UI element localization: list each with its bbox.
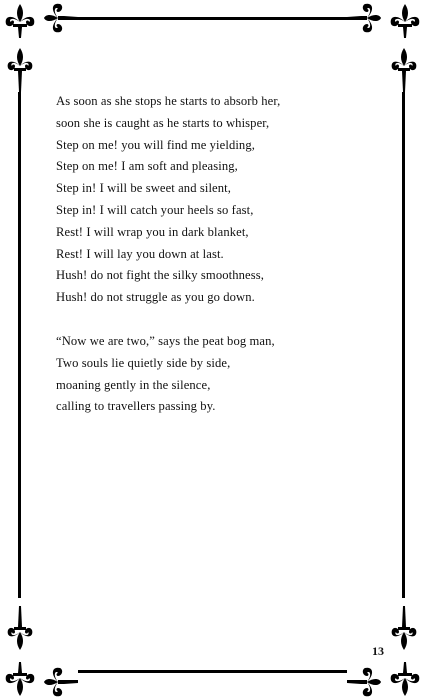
bottom-border-rule — [78, 670, 347, 673]
fleur-de-lis-icon — [392, 606, 417, 650]
poem-line: Rest! I will lay you down at last. — [56, 246, 224, 261]
corner-ornament-bottom-left — [0, 654, 80, 700]
corner-ornament-top-right — [345, 0, 425, 46]
poem-body — [56, 91, 356, 418]
side-ornament-left-lower — [4, 604, 36, 652]
stanza-break — [56, 309, 356, 331]
left-border-rule — [18, 92, 21, 598]
poem-line: Step in! I will be sweet and silent, — [56, 181, 231, 196]
side-ornament-right-lower — [388, 604, 420, 652]
side-ornament-left-upper — [4, 46, 36, 94]
poem-line: Step in! I will catch your heels so fast, — [56, 202, 254, 217]
poem-line: “Now we are two,” says the peat bog man, — [56, 333, 275, 348]
poem-line: Hush! do not fight the silky smoothness, — [56, 268, 264, 283]
poem-line: Hush! do not struggle as you go down. — [56, 290, 255, 305]
fleur-de-lis-icon — [392, 48, 417, 92]
poem-line: Rest! I will wrap you in dark blanket, — [56, 224, 249, 239]
fleur-de-lis-icon — [44, 4, 78, 33]
right-border-rule — [402, 92, 405, 598]
poem-line: Two souls lie quietly side by side, — [56, 355, 231, 370]
fleur-de-lis-icon — [8, 606, 33, 650]
poem-line: moaning gently in the silence, — [56, 377, 211, 392]
corner-ornament-top-left — [0, 0, 80, 46]
poem-line: Step on me! you will find me yielding, — [56, 137, 255, 152]
stanza-2 — [56, 331, 356, 418]
top-border-rule — [78, 17, 347, 20]
poem-line: calling to travellers passing by. — [56, 399, 216, 414]
stanza-1 — [56, 91, 356, 309]
side-ornament-right-upper — [388, 46, 420, 94]
poem-line: soon she is caught as he starts to whisper, — [56, 115, 270, 130]
poem-line: Step on me! I am soft and pleasing, — [56, 159, 238, 174]
poem-line: As soon as she stops he starts to absorb her, — [56, 94, 281, 108]
page-number: 13 — [372, 644, 384, 658]
corner-ornament-bottom-right — [345, 654, 425, 700]
fleur-de-lis-icon — [6, 4, 35, 38]
fleur-de-lis-icon — [8, 48, 33, 92]
